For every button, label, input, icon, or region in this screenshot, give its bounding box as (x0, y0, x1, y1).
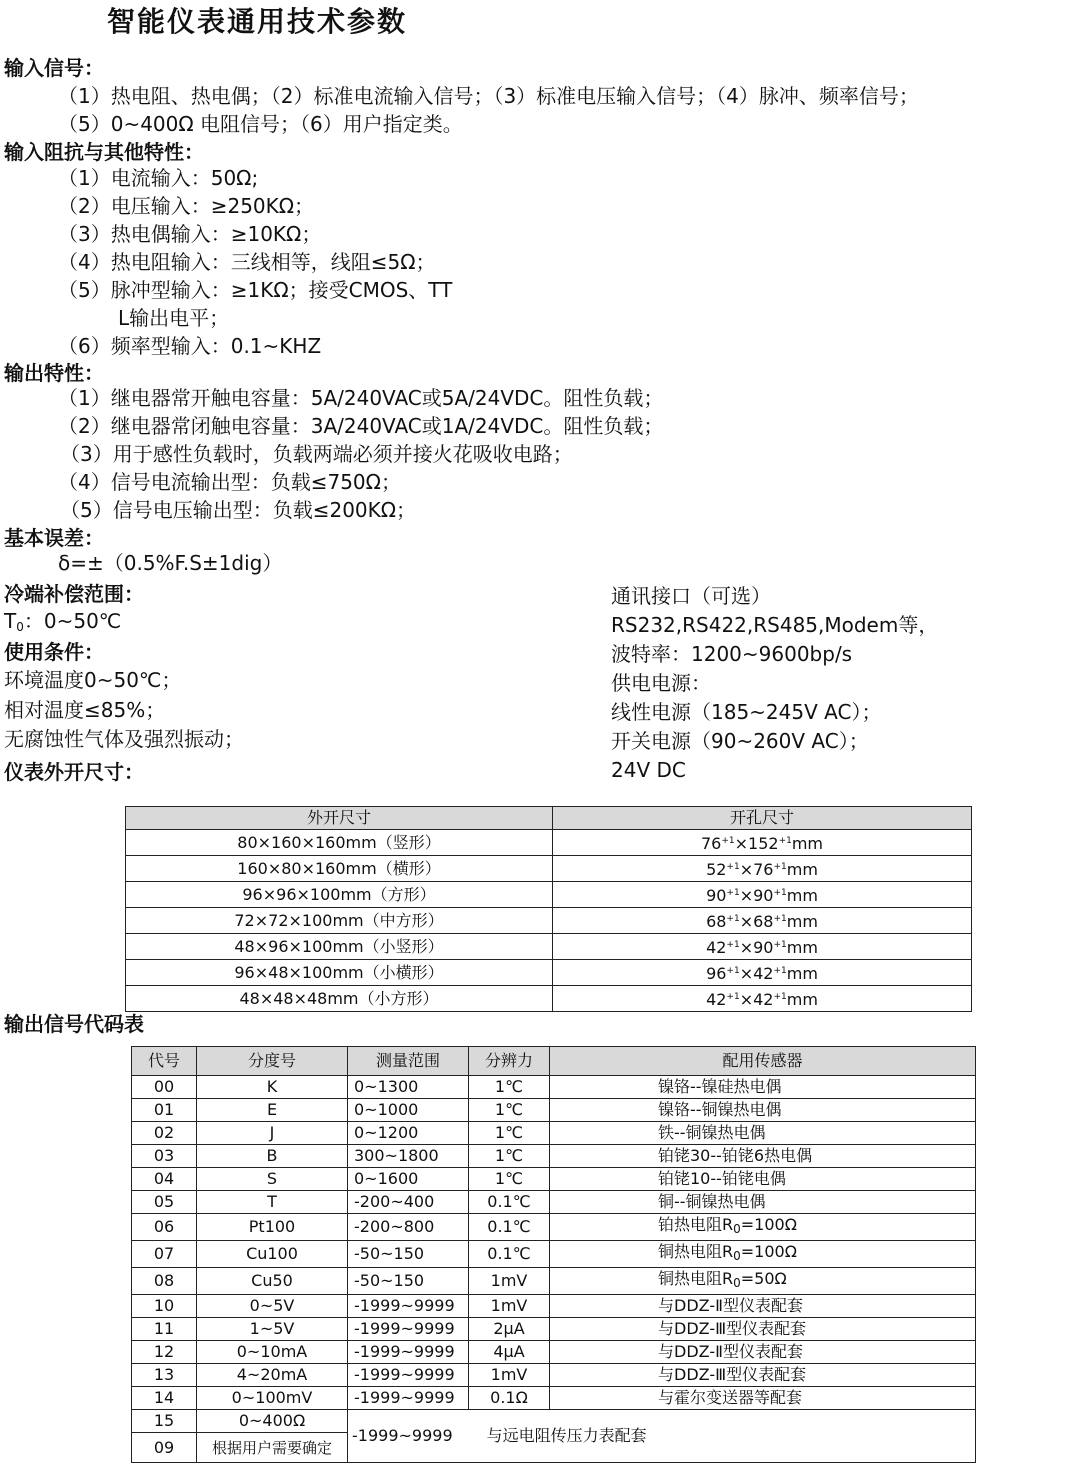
range-cell: 0~1200 (348, 1122, 469, 1145)
cutout-size-cell: $68^{+1}\times 68^{+1}mm$ (553, 908, 972, 934)
range-cell: -200~800 (348, 1214, 469, 1241)
graduation-cell: 0~100mV (197, 1387, 348, 1410)
table-row (126, 986, 972, 1012)
range-cell: 300~1800 (348, 1145, 469, 1168)
sensor-cell: 铂热电阻$R_0=100\Omega$ (550, 1214, 976, 1241)
impedance-line: （2）电压输入：≥250KΩ； (58, 194, 315, 218)
code-cell: 02 (132, 1122, 197, 1145)
linear-power-line: 线性电源（185~245V AC）； (611, 700, 882, 724)
table-row (132, 1268, 976, 1295)
graduation-cell: K (197, 1076, 348, 1099)
sensor-cell: 与DDZ-Ⅲ型仪表配套 (550, 1364, 976, 1387)
sensor-cell: 铜热电阻$R_0=50\Omega$ (550, 1268, 976, 1295)
range-cell: -50~150 (348, 1268, 469, 1295)
error-heading: 基本误差： (4, 526, 104, 550)
use-condition-line: 相对温度≤85%； (4, 698, 166, 722)
sensor-header: 配用传感器 (550, 1047, 976, 1076)
output-line: （1）继电器常开触电容量：5A/240VAC或5A/24VDC。阻性负载； (58, 386, 664, 410)
graduation-cell: Cu100 (197, 1241, 348, 1268)
table-row (126, 830, 972, 856)
table-row (132, 1214, 976, 1241)
impedance-line: （3）热电偶输入：≥10KΩ； (58, 222, 322, 246)
range-cell: -1999~9999 (348, 1318, 469, 1341)
input-signal-heading: 输入信号： (4, 56, 104, 80)
resolution-cell: 1℃ (469, 1122, 550, 1145)
table-row (132, 1241, 976, 1268)
cutout-size-cell: $90^{+1}\times 90^{+1}mm$ (553, 882, 972, 908)
resolution-cell: 1mV (469, 1268, 550, 1295)
graduation-header: 分度号 (197, 1047, 348, 1076)
range-cell: -1999~9999 (348, 1387, 469, 1410)
dimension-table (125, 806, 972, 1012)
table-row (132, 1168, 976, 1191)
page-title: 智能仪表通用技术参数 (107, 5, 408, 38)
switching-power-line: 开关电源（90~260V AC）； (611, 729, 869, 753)
comm-interface-line: 通讯接口（可选） (611, 584, 771, 608)
graduation-cell: 4~20mA (197, 1364, 348, 1387)
resolution-cell: 1℃ (469, 1145, 550, 1168)
resolution-cell: 1℃ (469, 1099, 550, 1122)
input-signal-line: （5）0~400Ω 电阻信号；（6）用户指定类。 (58, 112, 463, 136)
code-cell: 03 (132, 1145, 197, 1168)
sensor-cell: 镍铬--铜镍热电偶 (550, 1099, 976, 1122)
graduation-cell: J (197, 1122, 348, 1145)
sensor-cell: 铜热电阻$R_0=100\Omega$ (550, 1241, 976, 1268)
code-cell: 10 (132, 1295, 197, 1318)
outer-size-cell: 96×48×100mm（小横形） (126, 960, 553, 986)
graduation-cell: Pt100 (197, 1214, 348, 1241)
outer-size-cell: 160×80×160mm（横形） (126, 856, 553, 882)
table-row (132, 1341, 976, 1364)
table-row (132, 1076, 976, 1099)
use-condition-line: 环境温度0~50℃； (4, 668, 182, 692)
resolution-cell: 1℃ (469, 1076, 550, 1099)
graduation-cell: 0~400Ω (197, 1410, 348, 1433)
range-cell: 0~1300 (348, 1076, 469, 1099)
cutout-size-cell: $42^{+1}\times 42^{+1}mm$ (553, 986, 972, 1012)
dimension-heading: 仪表外开尺寸： (4, 760, 144, 784)
cold-junction-heading: 冷端补偿范围： (4, 582, 144, 606)
impedance-line: （1）电流输入：50Ω; (58, 166, 259, 190)
sensor-cell: 铂铑30--铂铑6热电偶 (550, 1145, 976, 1168)
outer-size-cell: 48×48×48mm（小方形） (126, 986, 553, 1012)
graduation-cell: 0~5V (197, 1295, 348, 1318)
table-row (132, 1318, 976, 1341)
cutout-size-cell: $42^{+1}\times 90^{+1}mm$ (553, 934, 972, 960)
resolution-cell: 0.1℃ (469, 1191, 550, 1214)
table-row (132, 1387, 976, 1410)
impedance-line: （6）频率型输入：0.1~KHZ (58, 334, 322, 358)
code-cell: 09 (132, 1433, 197, 1463)
use-conditions-heading: 使用条件： (4, 640, 104, 664)
code-cell: 06 (132, 1214, 197, 1241)
code-table (131, 1046, 976, 1463)
cutout-size-cell: $96^{+1}\times 42^{+1}mm$ (553, 960, 972, 986)
table-row (126, 882, 972, 908)
graduation-cell: 0~10mA (197, 1341, 348, 1364)
table-row (132, 1099, 976, 1122)
cold-junction-value: $T_0$：0~50℃ (4, 609, 122, 634)
output-line: （5）信号电压输出型：负载≤200KΩ； (60, 498, 417, 522)
table-row (132, 1145, 976, 1168)
code-cell: 07 (132, 1241, 197, 1268)
sensor-cell: 与霍尔变送器等配套 (550, 1387, 976, 1410)
table-row (132, 1410, 976, 1433)
output-line: （2）继电器常闭触电容量：3A/240VAC或1A/24VDC。阻性负载； (58, 414, 664, 438)
range-cell: -1999~9999 (348, 1364, 469, 1387)
resolution-cell: 0.1℃ (469, 1241, 550, 1268)
code-cell: 15 (132, 1410, 197, 1433)
sensor-cell: 镍铬--镍硅热电偶 (550, 1076, 976, 1099)
impedance-heading: 输入阻抗与其他特性： (4, 140, 204, 164)
graduation-cell: 1~5V (197, 1318, 348, 1341)
power-supply-heading: 供电电源： (611, 671, 711, 695)
range-cell: -200~400 (348, 1191, 469, 1214)
outer-size-cell: 80×160×160mm（竖形） (126, 830, 553, 856)
code-cell: 04 (132, 1168, 197, 1191)
range-cell: -50~150 (348, 1241, 469, 1268)
resolution-cell: 4μA (469, 1341, 550, 1364)
cutout-size-cell: $52^{+1}\times 76^{+1}mm$ (553, 856, 972, 882)
input-signal-line: （1）热电阻、热电偶；（2）标准电流输入信号；（3）标准电压输入信号；（4）脉冲、频率信号； (58, 84, 919, 108)
use-condition-line: 无腐蚀性气体及强烈振动； (4, 727, 244, 751)
code-cell: 05 (132, 1191, 197, 1214)
resolution-cell: 1mV (469, 1295, 550, 1318)
graduation-cell: Cu50 (197, 1268, 348, 1295)
graduation-cell: T (197, 1191, 348, 1214)
sensor-cell: 与DDZ-Ⅱ型仪表配套 (550, 1341, 976, 1364)
outer-size-cell: 48×96×100mm（小竖形） (126, 934, 553, 960)
table-row (126, 908, 972, 934)
table-row (126, 934, 972, 960)
code-table-header (132, 1047, 976, 1076)
code-cell: 01 (132, 1099, 197, 1122)
code-cell: 00 (132, 1076, 197, 1099)
outer-size-cell: 96×96×100mm（方形） (126, 882, 553, 908)
cutout-size-cell: $76^{+1}\times 152^{+1}mm$ (553, 830, 972, 856)
resolution-cell: 0.1℃ (469, 1214, 550, 1241)
sensor-cell: 与DDZ-Ⅱ型仪表配套 (550, 1295, 976, 1318)
resolution-cell: 0.1Ω (469, 1387, 550, 1410)
graduation-cell: S (197, 1168, 348, 1191)
impedance-line: （5）脉冲型输入：≥1KΩ；接受CMOS、TT (58, 278, 453, 302)
range-cell: -1999~9999 (348, 1341, 469, 1364)
code-table-title: 输出信号代码表 (4, 1012, 144, 1036)
code-cell: 12 (132, 1341, 197, 1364)
code-header: 代号 (132, 1047, 197, 1076)
code-cell: 08 (132, 1268, 197, 1295)
impedance-line: （4）热电阻输入：三线相等，线阻≤5Ω； (58, 250, 436, 274)
table-row (132, 1191, 976, 1214)
outer-size-cell: 72×72×100mm（中方形） (126, 908, 553, 934)
graduation-cell: B (197, 1145, 348, 1168)
output-line: （3）用于感性负载时，负载两端必须并接火花吸收电路； (60, 442, 573, 466)
range-cell: 0~1000 (348, 1099, 469, 1122)
outer-size-header: 外开尺寸 (126, 807, 553, 830)
sensor-cell: 铜--铜镍热电偶 (550, 1191, 976, 1214)
dc-power-line: 24V DC (611, 758, 686, 782)
range-header: 测量范围 (348, 1047, 469, 1076)
baud-rate-line: 波特率：1200~9600bp/s (611, 642, 853, 666)
graduation-cell: 根据用户需要确定 (197, 1433, 348, 1463)
table-row (126, 856, 972, 882)
resolution-cell: 1℃ (469, 1168, 550, 1191)
code-cell: 11 (132, 1318, 197, 1341)
range-cell: 0~1600 (348, 1168, 469, 1191)
code-cell: 14 (132, 1387, 197, 1410)
error-value: δ=±（0.5%F.S±1dig） (58, 551, 283, 575)
resolution-header: 分辨力 (469, 1047, 550, 1076)
comm-protocols-line: RS232,RS422,RS485,Modem等， (611, 613, 939, 637)
impedance-line: L输出电平； (118, 306, 230, 330)
merged-range-sensor-cell: -1999~9999 与远电阻传压力表配套 (348, 1410, 976, 1463)
range-cell: -1999~9999 (348, 1295, 469, 1318)
output-heading: 输出特性： (4, 361, 104, 385)
sensor-cell: 铁--铜镍热电偶 (550, 1122, 976, 1145)
sensor-cell: 与DDZ-Ⅲ型仪表配套 (550, 1318, 976, 1341)
table-row (126, 960, 972, 986)
cutout-size-header: 开孔尺寸 (553, 807, 972, 830)
table-row (132, 1295, 976, 1318)
resolution-cell: 2μA (469, 1318, 550, 1341)
dimension-table-header (126, 807, 972, 830)
sensor-cell: 铂铑10--铂铑电偶 (550, 1168, 976, 1191)
table-row (132, 1364, 976, 1387)
table-row (132, 1122, 976, 1145)
code-cell: 13 (132, 1364, 197, 1387)
output-line: （4）信号电流输出型：负载≤750Ω； (58, 470, 401, 494)
resolution-cell: 1mV (469, 1364, 550, 1387)
graduation-cell: E (197, 1099, 348, 1122)
